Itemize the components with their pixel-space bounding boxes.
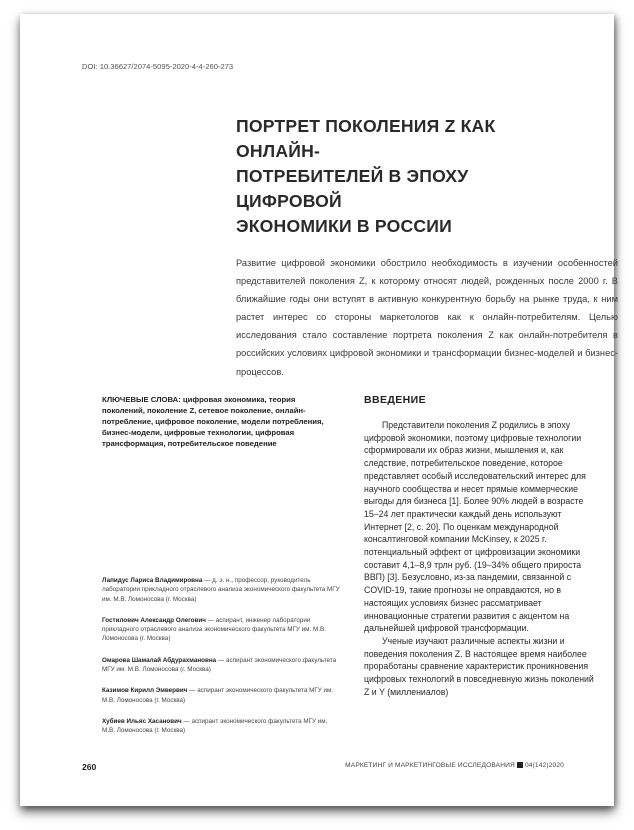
abstract: Развитие цифровой экономики обострило необходимость в изучении особенностей представителей поколения Z, к которому относят людей, рожденных после 2000 г. В ближайшие годы они вступят в активную конкурентную борьбу на рынке труда, к ним растет интерес со стороны маркетологов как к онлайн-потребителям. Целью исследования стало составление портрета поколения Z как онлайн-потребителя в российских условиях цифровой экономики и трансформации бизнес-моделей и бизнес-процессов. — [236, 258, 618, 377]
author-info: — д. э. н., профессор, руководитель лаборатории прикладного отраслевого анализа экономического факультета МГУ им. М.В. Ломоносова (г. Москва) — [102, 577, 340, 603]
author-info: — аспирант экономического факультета МГУ им. М.В. Ломоносова (г. Москва) — [102, 717, 328, 735]
author-name: Хубиев Ильяс Хасанович — [102, 717, 182, 725]
title-line: ПОТРЕБИТЕЛЕЙ В ЭПОХУ ЦИФРОВОЙ — [236, 166, 469, 211]
section-heading: ВВЕДЕНИЕ — [364, 394, 426, 406]
author-name: Казимов Кирилл Эмвервич — [102, 687, 188, 695]
author-name: Лапидус Лариса Владимировна — [102, 577, 203, 584]
body-text — [364, 419, 596, 698]
author-info: — аспирант, инженер лаборатории прикладного отраслевого анализа экономического факультета МГУ им. М.В. Ломоносова (г. Москва) — [102, 616, 326, 643]
author-entry — [102, 656, 342, 675]
page-number: 260 — [82, 762, 97, 772]
author-info: — аспирант экономического факультета МГУ им. М.В. Ломоносова (г. Москва) — [102, 656, 337, 674]
author-name: Омарова Шамалай Абдурахмановна — [102, 656, 217, 664]
author-name: Гостилович Александр Олегович — [102, 616, 206, 624]
title-line: ПОРТРЕТ ПОКОЛЕНИЯ Z КАК ОНЛАЙН- — [236, 116, 496, 161]
author-entry — [102, 686, 342, 705]
paper-page — [20, 14, 618, 806]
author-entry — [102, 616, 342, 644]
journal-issue: 04(142)2020 — [524, 762, 564, 769]
author-entry — [102, 576, 342, 604]
paragraph: Ученые изучают различные аспекты жизни и поведения поколения Z. В настоящее время наиболее проработаны сравнение характеристик проникновения цифровых технологий в повседневную жизнь поколений Z и Y (миллениалов) — [364, 635, 594, 697]
author-entry — [102, 717, 342, 736]
square-bullet-icon — [517, 762, 523, 768]
paragraph: Представители поколения Z родились в эпоху цифровой экономики, поэтому цифровые технологии сформировали их образ жизни, мышления и, как следствие, потребительское поведение, которое представляет особый исследовательский интерес для научного сообщества и несет прямые коммерческие выгоды для бизнеса [1]. Более 90% людей в возрасте 15–24 лет практически каждый день используют Интернет [2, с. 20]. По оценкам международной консалтинговой компании McKinsey, к 2025 г. потенциальный эффект от цифровизации экономики составит 4,1–8,9 трлн руб. (19–34% общего прироста ВВП) [3]. Безусловно, из-за пандемии, связанной с COVID-19, такие прогнозы не оправдаются, но в настоящих условиях бизнес рассматривает инновационные стратегии развития с акцентом на дальнейшей цифровой трансформации. — [364, 420, 586, 634]
article-title — [236, 114, 576, 239]
keywords: КЛЮЧЕВЫЕ СЛОВА: цифровая экономика, теория поколений, поколение Z, сетевое поколение, онлайн-потребление, цифровое поколение, модели потребления, бизнес-модели, цифровые технологии, цифровая трансформация, потребительское поведение — [102, 395, 324, 448]
journal-footer — [345, 762, 564, 769]
author-list — [102, 576, 342, 748]
title-line: ЭКОНОМИКИ В РОССИИ — [236, 216, 452, 236]
doi: DOI: 10.36627/2074-5095-2020-4-4-260-273 — [82, 62, 234, 71]
author-info: — аспирант экономического факультета МГУ им. М.В. Ломоносова (г. Москва) — [102, 687, 334, 704]
journal-name: МАРКЕТИНГ И МАРКЕТИНГОВЫЕ ИССЛЕДОВАНИЯ — [345, 762, 515, 769]
